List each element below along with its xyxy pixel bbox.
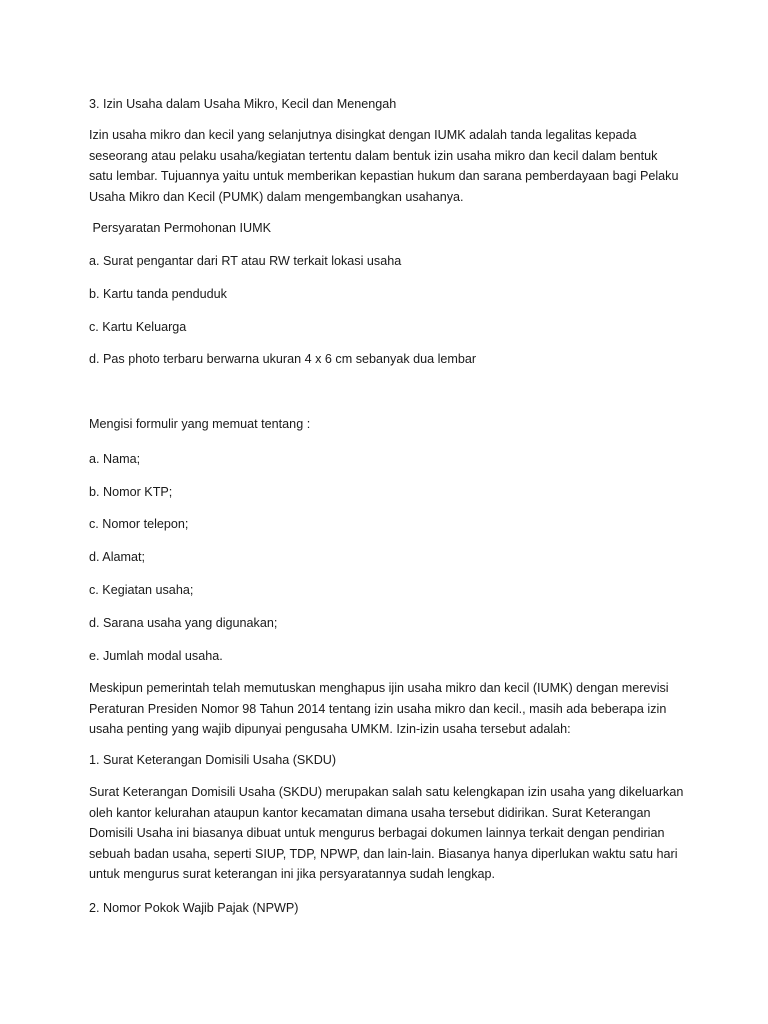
intro-line: Usaha Mikro dan Kecil (PUMK) dalam mengembangkan usahanya. [89, 189, 464, 204]
form-item: c. Nomor telepon; [89, 517, 189, 531]
form-item: d. Alamat; [89, 550, 146, 564]
note-line: usaha penting yang wajib dipunyai pengusaha UMKM. Izin-izin usaha tersebut adalah: [89, 722, 571, 736]
skdu-line: sebuah badan usaha, seperti SIUP, TDP, NPWP, dan lain-lain. Biasanya hanya diperlukan waktu satu hari [89, 846, 678, 861]
section-title: 3. Izin Usaha dalam Usaha Mikro, Kecil dan Menengah [89, 97, 397, 111]
skdu-line: Domisili Usaha ini biasanya dibuat untuk mengurus berbagai dokumen lainnya terkait dengan pendirian [89, 826, 665, 840]
form-item: c. Kegiatan usaha; [89, 583, 194, 597]
skdu-title: 1. Surat Keterangan Domisili Usaha (SKDU) [89, 753, 337, 767]
skdu-line: oleh kantor kelurahan ataupun kantor kecamatan dimana usaha tersebut didirikan. Surat Keterangan [89, 805, 651, 820]
form-item: d. Sarana usaha yang digunakan; [89, 616, 278, 630]
requirement-item: c. Kartu Keluarga [89, 320, 187, 334]
form-item: b. Nomor KTP; [89, 485, 173, 499]
intro-paragraph [89, 125, 679, 207]
form-item: a. Nama; [89, 452, 141, 466]
skdu-line: untuk mengurus surat keterangan ini jika persyaratannya sudah lengkap. [89, 867, 496, 881]
npwp-title: 2. Nomor Pokok Wajib Pajak (NPWP) [89, 901, 299, 915]
intro-line: satu lembar. Tujuannya yaitu untuk memberikan kepastian hukum dan sarana pemberdayaan bagi Pelaku [89, 169, 679, 183]
note-paragraph [89, 678, 679, 740]
skdu-line: Surat Keterangan Domisili Usaha (SKDU) merupakan salah satu kelengkapan izin usaha yang dikeluarkan [89, 785, 684, 799]
form-item: e. Jumlah modal usaha. [89, 649, 223, 663]
note-line: Meskipun pemerintah telah memutuskan menghapus ijin usaha mikro dan kecil (IUMK) dengan merevisi [89, 681, 669, 695]
note-line: Peraturan Presiden Nomor 98 Tahun 2014 tentang izin usaha mikro dan kecil., masih ada beberapa izin [89, 701, 667, 716]
requirement-item: b. Kartu tanda penduduk [89, 287, 227, 301]
skdu-paragraph [89, 782, 684, 885]
requirements-title: Persyaratan Permohonan IUMK [89, 221, 271, 235]
form-title: Mengisi formulir yang memuat tentang : [89, 417, 311, 431]
requirement-item: d. Pas photo terbaru berwarna ukuran 4 x 6 cm sebanyak dua lembar [89, 352, 477, 366]
intro-line: Izin usaha mikro dan kecil yang selanjutnya disingkat dengan IUMK adalah tanda legalitas kepada [89, 128, 637, 142]
intro-line: seseorang atau pelaku usaha/kegiatan tertentu dalam bentuk izin usaha mikro dan kecil dalam bentuk [89, 148, 658, 163]
requirement-item: a. Surat pengantar dari RT atau RW terkait lokasi usaha [89, 254, 402, 268]
